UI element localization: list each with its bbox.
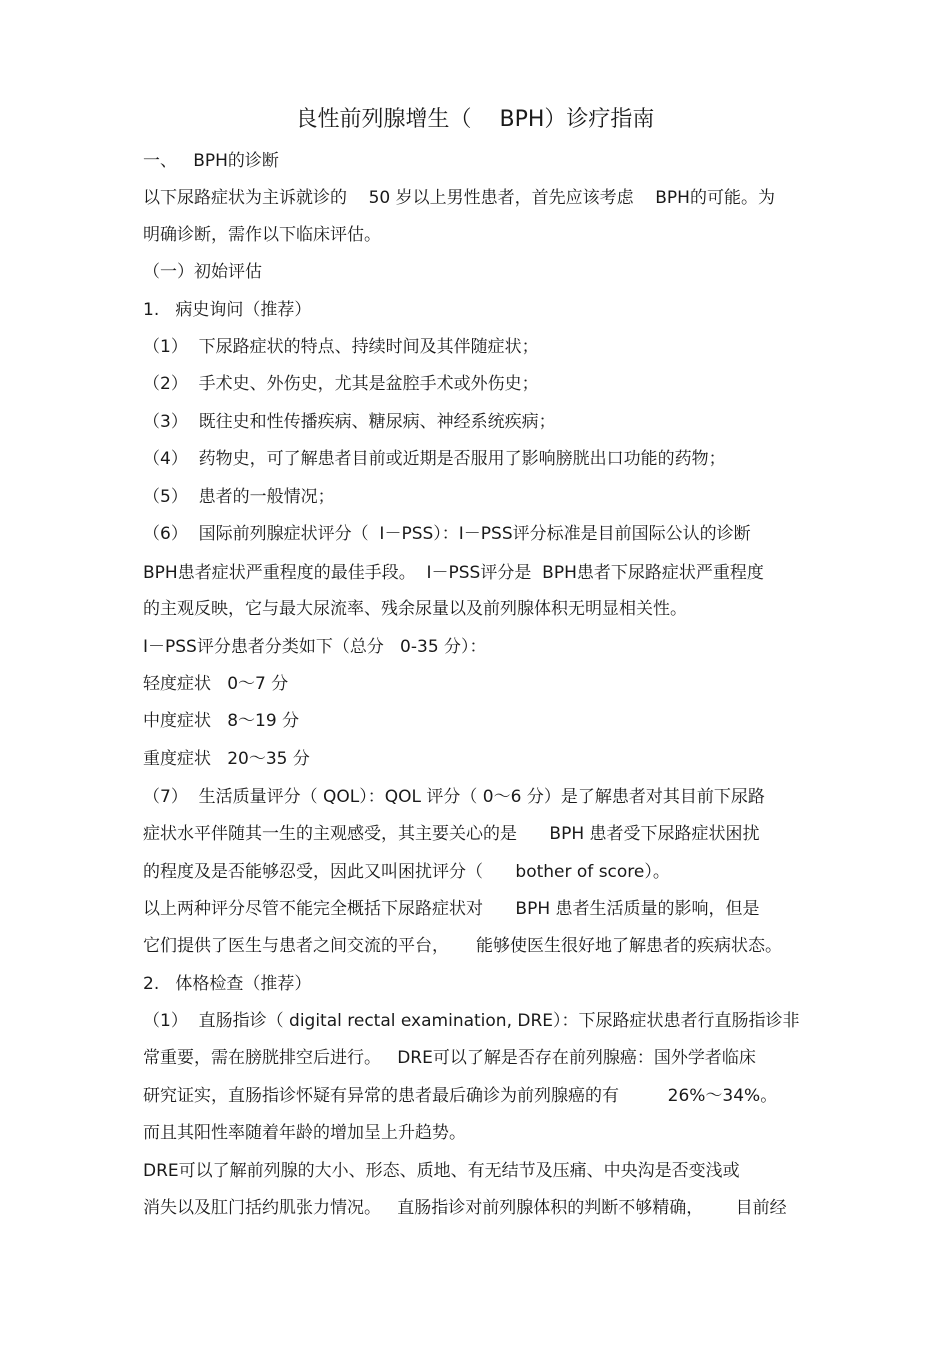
paragraph-line: 的主观反映，它与最大尿流率、残余尿量以及前列腺体积无明显相关性。 (143, 599, 687, 619)
paragraph-line: 它们提供了医生与患者之间交流的平台， 能够使医生很好地了解患者的疾病状态。 (143, 936, 783, 956)
paragraph-line: I－PSS评分患者分类如下（总分 0-35 分）： (143, 637, 487, 657)
item-heading: 2. 体格检查（推荐） (143, 974, 312, 994)
paragraph-line: BPH患者症状严重程度的最佳手段。 I－PSS评分是 BPH患者下尿路症状严重程度 (143, 563, 764, 583)
paragraph-line: 常重要，需在膀胱排空后进行。 DRE可以了解是否存在前列腺癌：国外学者临床 (143, 1048, 756, 1068)
list-item: （2） 手术史、外伤史，尤其是盆腔手术或外伤史； (143, 374, 539, 394)
score-category: 中度症状 8～19 分 (143, 711, 300, 731)
score-category: 轻度症状 0～7 分 (143, 674, 289, 694)
paragraph-line: DRE可以了解前列腺的大小、形态、质地、有无结节及压痛、中央沟是否变浅或 (143, 1161, 740, 1181)
subsection-heading: （一）初始评估 (143, 262, 262, 282)
list-item: （4） 药物史，可了解患者目前或近期是否服用了影响膀胱出口功能的药物； (143, 449, 726, 469)
list-item: （7） 生活质量评分（ QOL）：QOL 评分（ 0～6 分）是了解患者对其目前下尿路 (143, 787, 765, 807)
paragraph-line: 明确诊断，需作以下临床评估。 (143, 225, 381, 245)
list-item: （1） 下尿路症状的特点、持续时间及其伴随症状； (143, 337, 539, 357)
paragraph-line: 以下尿路症状为主诉就诊的 50 岁以上男性患者，首先应该考虑 BPH的可能。为 (143, 188, 775, 208)
document-title: 良性前列腺增生（ BPH）诊疗指南 (295, 107, 655, 132)
paragraph-line: 研究证实，直肠指诊怀疑有异常的患者最后确诊为前列腺癌的有 26%～34%。 (143, 1086, 778, 1106)
list-item: （3） 既往史和性传播疾病、糖尿病、神经系统疾病； (143, 412, 556, 432)
list-item: （1） 直肠指诊（ digital rectal examination, DRE）：下尿路症状患者行直肠指诊非 (143, 1011, 800, 1031)
list-item: （6） 国际前列腺症状评分（ I－PSS）：I－PSS评分标准是目前国际公认的诊断 (143, 524, 751, 544)
paragraph-line: 以上两种评分尽管不能完全概括下尿路症状对 BPH 患者生活质量的影响，但是 (143, 899, 760, 919)
section-heading: 一、 BPH的诊断 (143, 151, 279, 171)
item-heading: 1. 病史询问（推荐） (143, 300, 312, 320)
list-item: （5） 患者的一般情况； (143, 487, 335, 507)
paragraph-line: 的程度及是否能够忍受，因此又叫困扰评分（ bother of score）。 (143, 862, 670, 882)
score-category: 重度症状 20～35 分 (143, 749, 310, 769)
paragraph-line: 而且其阳性率随着年龄的增加呈上升趋势。 (143, 1123, 466, 1143)
paragraph-line: 症状水平伴随其一生的主观感受，其主要关心的是 BPH 患者受下尿路症状困扰 (143, 824, 760, 844)
paragraph-line: 消失以及肛门括约肌张力情况。 直肠指诊对前列腺体积的判断不够精确， 目前经 (143, 1198, 787, 1218)
